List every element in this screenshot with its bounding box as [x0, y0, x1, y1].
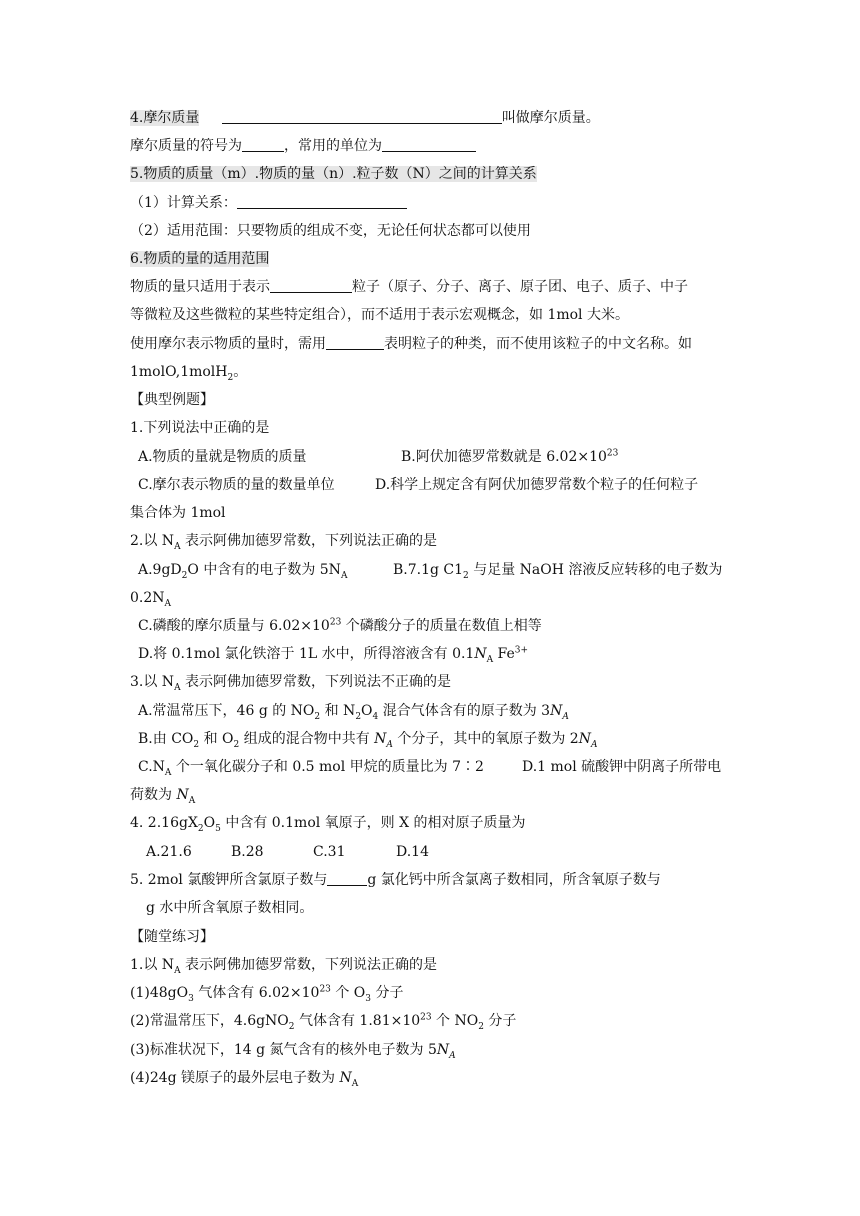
option-c-text: C.N [138, 759, 165, 775]
subscript: A [386, 739, 393, 750]
practice-heading [130, 927, 214, 947]
option-b: B.28 [231, 844, 264, 860]
sentence-text: ，常用的单位为 [284, 138, 382, 154]
question-1-option-d-cont [130, 503, 226, 523]
option-c-text: 个一氧化碳分子和 0.5 mol 甲烷的质量比为 7∶2 [171, 759, 484, 775]
option-d: D.科学上规定含有阿伏加德罗常数个粒子的任何粒子 [375, 477, 699, 493]
formula-text: 1molO,1molH [130, 364, 228, 380]
subscript: A [351, 1078, 359, 1089]
question-text: 表示阿佛加德罗常数，下列说法正确的是 [180, 533, 438, 549]
subscript: 2 [193, 739, 200, 750]
sentence-text: 叫做摩尔质量。 [501, 110, 600, 126]
option-d-text: 荷数为 [130, 787, 177, 803]
practice-item-2 [130, 1011, 516, 1031]
section-6-paragraph-1a [130, 277, 688, 297]
subscript: A [164, 767, 172, 778]
item-text: (3)标准状况下，14 g 氮气含有的核外电子数为 5 [130, 1042, 437, 1058]
fill-blank [242, 137, 284, 152]
question-text: g 氯化钙中所含氯离子数相同，所含氧原子数与 [367, 872, 661, 888]
section-6-heading: 6.物质的量的适用范围 [130, 251, 270, 267]
italic-symbol: N [550, 703, 563, 719]
fill-blank [222, 109, 502, 124]
subscript: 2 [227, 372, 234, 383]
practice-item-1 [130, 983, 403, 1003]
practice-item-4 [130, 1068, 358, 1088]
question-text: 4. 2.16gX [130, 815, 198, 831]
option-b-text: 与足量 NaOH 溶液反应转移的电子数为 [468, 562, 723, 578]
option-a-text: 混合气体含有的原子数为 3 [378, 703, 551, 719]
section-4-title-line [130, 108, 600, 128]
italic-symbol: N [436, 1042, 450, 1058]
question-2-option-c [138, 616, 542, 636]
italic-symbol: N [176, 787, 189, 803]
section-5-item-1 [130, 193, 407, 213]
option-d-text: D.将 0.1mol 氯化铁溶于 1L 水中，所得溶液含有 0.1 [138, 646, 475, 662]
question-text: 表示阿佛加德罗常数，下列说法不正确的是 [180, 674, 452, 690]
sentence-text: （2）适用范围：只要物质的组成不变，无论任何状态都可以使用 [130, 223, 531, 239]
superscript: 23 [420, 1012, 432, 1023]
question-text: 5. 2mol 氯酸钾所含氯原子数与 [130, 872, 328, 888]
item-text: 分子 [483, 1013, 517, 1029]
italic-symbol: N [474, 646, 487, 662]
subscript: 2 [181, 570, 188, 581]
option-b-text: 组成的混合物中共有 [239, 731, 375, 747]
option-d-text: 集合体为 1mol [130, 505, 226, 521]
sentence-text: 表明粒子的种类，而不使用该粒子的中文名称。如 [384, 336, 692, 352]
section-5-item-2 [130, 221, 531, 241]
subscript: 2 [288, 1021, 295, 1032]
section-4-heading: 4.摩尔质量 [130, 110, 200, 126]
subscript: A [164, 598, 172, 609]
question-1 [130, 418, 269, 438]
question-2-options-ab [138, 560, 723, 581]
option-c-text: 个磷酸分子的质量在数值上相等 [341, 618, 542, 634]
section-5-heading: 5.物质的质量（m）.物质的量（n）.粒子数（N）之间的计算关系 [130, 166, 537, 182]
examples-heading [130, 390, 214, 410]
option-b-text: 和 O [199, 731, 234, 747]
heading-text: 【典型例题】 [130, 392, 214, 408]
practice-question-1 [130, 955, 437, 975]
option-b-text: 个分子，其中的氧原子数为 2 [392, 731, 579, 747]
subscript: 2 [197, 823, 204, 834]
section-5-title-line [130, 164, 537, 184]
item-text: (2)常温常压下，4.6gNO [130, 1013, 289, 1029]
option-b-text: B.阿伏加德罗常数就是 6.02×10 [401, 449, 607, 465]
fill-blank [237, 194, 407, 209]
subscript: 2 [233, 739, 240, 750]
subscript: A [449, 1050, 456, 1061]
option-a-text: O [361, 703, 373, 719]
superscript: 23 [319, 984, 331, 995]
question-3-options-cd [138, 757, 722, 778]
subscript: A [188, 795, 196, 806]
question-text: 1.下列说法中正确的是 [130, 420, 270, 436]
subscript: A [590, 739, 598, 750]
superscript: 23 [606, 448, 619, 459]
option-b-text: B.7.1g C1 [393, 562, 464, 578]
question-3-option-b [138, 729, 597, 749]
item-text: (4)24g 镁原子的最外层电子数为 [130, 1070, 340, 1086]
question-1-options-cd [138, 475, 699, 495]
superscript: 3+ [514, 645, 529, 656]
sentence-text: 粒子（原子、分子、离子、原子团、电子、质子、中子 [352, 279, 688, 295]
option-a [138, 562, 348, 581]
subscript: 2 [463, 570, 469, 581]
subscript: 3 [188, 993, 194, 1004]
question-text: 1.以 N [130, 957, 175, 973]
option-c [138, 759, 484, 778]
section-6-title-line [130, 249, 269, 269]
question-text: g 水中所含氧原子数相同。 [146, 900, 314, 916]
item-text: 气体含有 6.02×10 [193, 985, 320, 1001]
option-d: D.1 mol 硫酸钾中阴离子所带电 [522, 759, 722, 775]
subscript: 2 [314, 711, 321, 722]
subscript: A [174, 682, 181, 693]
question-text: 2.以 N [130, 533, 175, 549]
sentence-text: 使用摩尔表示物质的量时，需用 [130, 336, 326, 352]
option-a-text: A.常温常压下，46 g 的 NO [138, 703, 315, 719]
subscript: A [340, 570, 348, 581]
option-b [401, 447, 618, 467]
heading-text: 【随堂练习】 [130, 929, 214, 945]
section-6-paragraph-1b [130, 305, 629, 325]
item-text: (1)48gO [130, 985, 189, 1001]
subscript: A [486, 654, 494, 665]
option-d: D.14 [396, 844, 429, 860]
fill-blank [326, 335, 384, 350]
question-5-cont [146, 898, 313, 918]
question-4-options [146, 842, 429, 862]
sentence-text: 等微粒及这些微粒的某些特定组合），而不适用于表示宏观概念，如 1mol 大米。 [130, 307, 629, 323]
question-2 [130, 531, 437, 551]
item-text: 个 NO [431, 1013, 479, 1029]
question-text: O [203, 815, 216, 831]
option-b-text: B.由 CO [138, 731, 194, 747]
option-c: C.31 [313, 844, 346, 860]
subscript: A [562, 711, 569, 722]
question-3-option-d-cont [130, 785, 195, 805]
practice-item-3 [130, 1040, 456, 1060]
sentence-text: （1）计算关系： [130, 195, 237, 211]
question-text: 3.以 N [130, 674, 175, 690]
option-a-text: O 中含有的电子数为 5N [187, 562, 341, 578]
fill-blank [382, 137, 476, 152]
question-2-option-d [138, 644, 528, 664]
item-text: 个 O [330, 985, 366, 1001]
question-text: 表示阿佛加德罗常数，下列说法正确的是 [180, 957, 438, 973]
subscript: 4 [372, 711, 379, 722]
question-3-option-a [138, 701, 569, 721]
section-6-paragraph-2b [130, 362, 247, 382]
subscript: 2 [355, 711, 362, 722]
subscript: 5 [215, 823, 221, 834]
question-5 [130, 870, 661, 890]
option-c-text: C.磷酸的摩尔质量与 6.02×10 [138, 618, 330, 634]
sentence-text: 物质的量只适用于表示 [130, 279, 270, 295]
option-a-text: 和 N [320, 703, 356, 719]
option-a: A.物质的量就是物质的质量 [138, 449, 307, 465]
question-4 [130, 813, 526, 833]
fill-blank [327, 871, 367, 886]
option-b [393, 560, 722, 580]
subscript: A [174, 965, 181, 976]
italic-symbol: N [374, 731, 387, 747]
option-d-text: Fe [493, 646, 515, 662]
subscript: 2 [478, 1021, 484, 1032]
fill-blank [270, 278, 352, 293]
superscript: 23 [329, 617, 342, 628]
option-c: C.摩尔表示物质的量的数量单位 [138, 477, 335, 493]
italic-symbol: N [578, 731, 591, 747]
sentence-text: 摩尔质量的符号为 [130, 138, 242, 154]
subscript: A [174, 541, 181, 552]
option-a-text: A.9gD [138, 562, 182, 578]
item-text: 分子 [371, 985, 404, 1001]
subscript: 3 [365, 993, 372, 1004]
molar-mass-symbol-line [130, 136, 476, 156]
sentence-text: 。 [233, 364, 248, 380]
section-6-paragraph-2a [130, 334, 692, 354]
question-text: 中含有 0.1mol 氧原子，则 X 的相对原子质量为 [220, 815, 526, 831]
item-text: 气体含有 1.81×10 [294, 1013, 421, 1029]
question-2-option-b-cont [130, 588, 171, 608]
question-3 [130, 672, 451, 692]
option-b-text: 0.2N [130, 590, 165, 606]
option-a: A.21.6 [146, 844, 192, 860]
italic-symbol: N [339, 1070, 352, 1086]
